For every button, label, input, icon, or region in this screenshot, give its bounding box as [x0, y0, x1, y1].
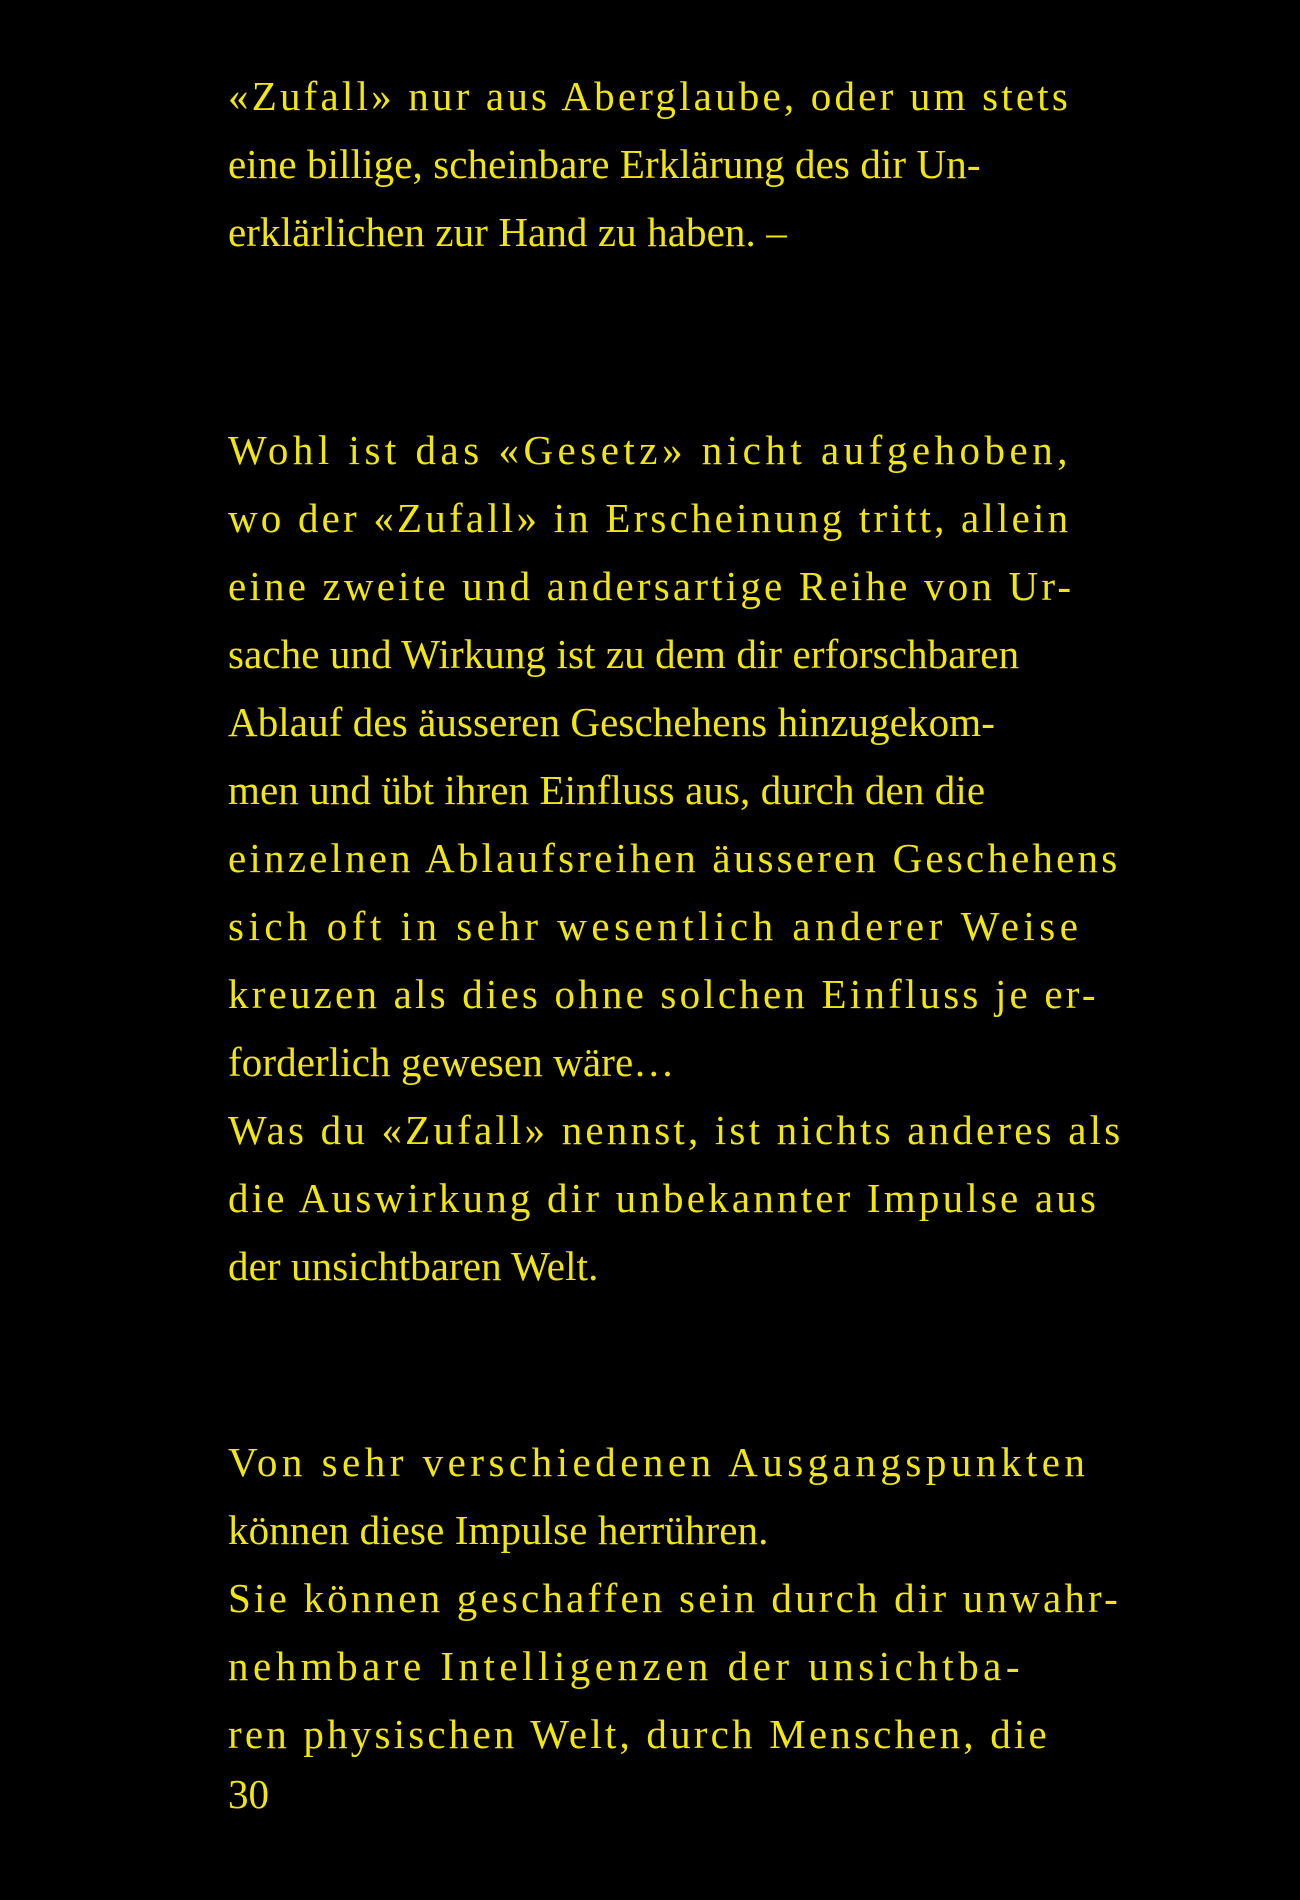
text-line: [228, 484, 1248, 552]
line-text: sache und Wirkung ist zu dem dir erforschbaren: [228, 631, 1020, 677]
line-text: forderlich gewesen wäre…: [228, 1039, 675, 1085]
paragraph-gap: [228, 266, 1248, 416]
line-text: Von sehr verschiedenen Ausgangspunkten: [228, 1439, 1090, 1485]
line-text: «Zufall» nur aus Aberglaube, oder um stets: [228, 73, 1072, 119]
line-text: eine zweite und andersartige Reihe von Ur-: [228, 563, 1075, 609]
text-line: [228, 688, 1248, 756]
text-line: [228, 620, 1248, 688]
paragraph-1: [228, 62, 1248, 266]
text-line: [228, 960, 1248, 1028]
line-text: eine billige, scheinbare Erklärung des dir Un-: [228, 141, 981, 187]
text-line: [228, 1232, 1248, 1300]
line-text: ren physischen Welt, durch Menschen, die: [228, 1711, 1050, 1757]
paragraph-gap: [228, 1300, 1248, 1428]
paragraph-3: [228, 1096, 1248, 1300]
line-text: nehmbare Intelligenzen der unsichtba-: [228, 1643, 1025, 1689]
paragraph-5: [228, 1564, 1248, 1768]
text-line: [228, 1632, 1248, 1700]
page-number: 30: [228, 1771, 269, 1817]
paragraph-2: [228, 416, 1248, 1096]
line-text: kreuzen als dies ohne solchen Einfluss je er-: [228, 971, 1099, 1017]
text-line: [228, 1564, 1248, 1632]
text-line: [228, 62, 1248, 130]
text-line: [228, 756, 1248, 824]
line-text: erklärlichen zur Hand zu haben. –: [228, 209, 787, 255]
line-text: können diese Impulse herrühren.: [228, 1507, 769, 1553]
text-line: [228, 1164, 1248, 1232]
text-line: [228, 416, 1248, 484]
line-text: Was du «Zufall» nennst, ist nichts anderes als: [228, 1107, 1124, 1153]
paragraph-4: [228, 1428, 1248, 1564]
text-line: [228, 1496, 1248, 1564]
line-text: die Auswirkung dir unbekannter Impulse aus: [228, 1175, 1100, 1221]
line-text: men und übt ihren Einfluss aus, durch den die: [228, 767, 986, 813]
text-line: [228, 1428, 1248, 1496]
line-text: Ablauf des äusseren Geschehens hinzugekom-: [228, 699, 996, 745]
text-line: [228, 1700, 1248, 1768]
text-line: [228, 1096, 1248, 1164]
text-line: [228, 130, 1248, 198]
line-text: Sie können geschaffen sein durch dir unwahr-: [228, 1575, 1121, 1621]
text-column: [228, 62, 1248, 1768]
line-text: der unsichtbaren Welt.: [228, 1243, 599, 1289]
line-text: wo der «Zufall» in Erscheinung tritt, allein: [228, 495, 1072, 541]
text-line: [228, 1028, 1248, 1096]
text-line: [228, 198, 1248, 266]
text-line: [228, 824, 1248, 892]
line-text: Wohl ist das «Gesetz» nicht aufgehoben,: [228, 427, 1072, 473]
text-line: [228, 552, 1248, 620]
line-text: einzelnen Ablaufsreihen äusseren Geschehens: [228, 835, 1121, 881]
text-line: [228, 892, 1248, 960]
line-text: sich oft in sehr wesentlich anderer Weise: [228, 903, 1083, 949]
